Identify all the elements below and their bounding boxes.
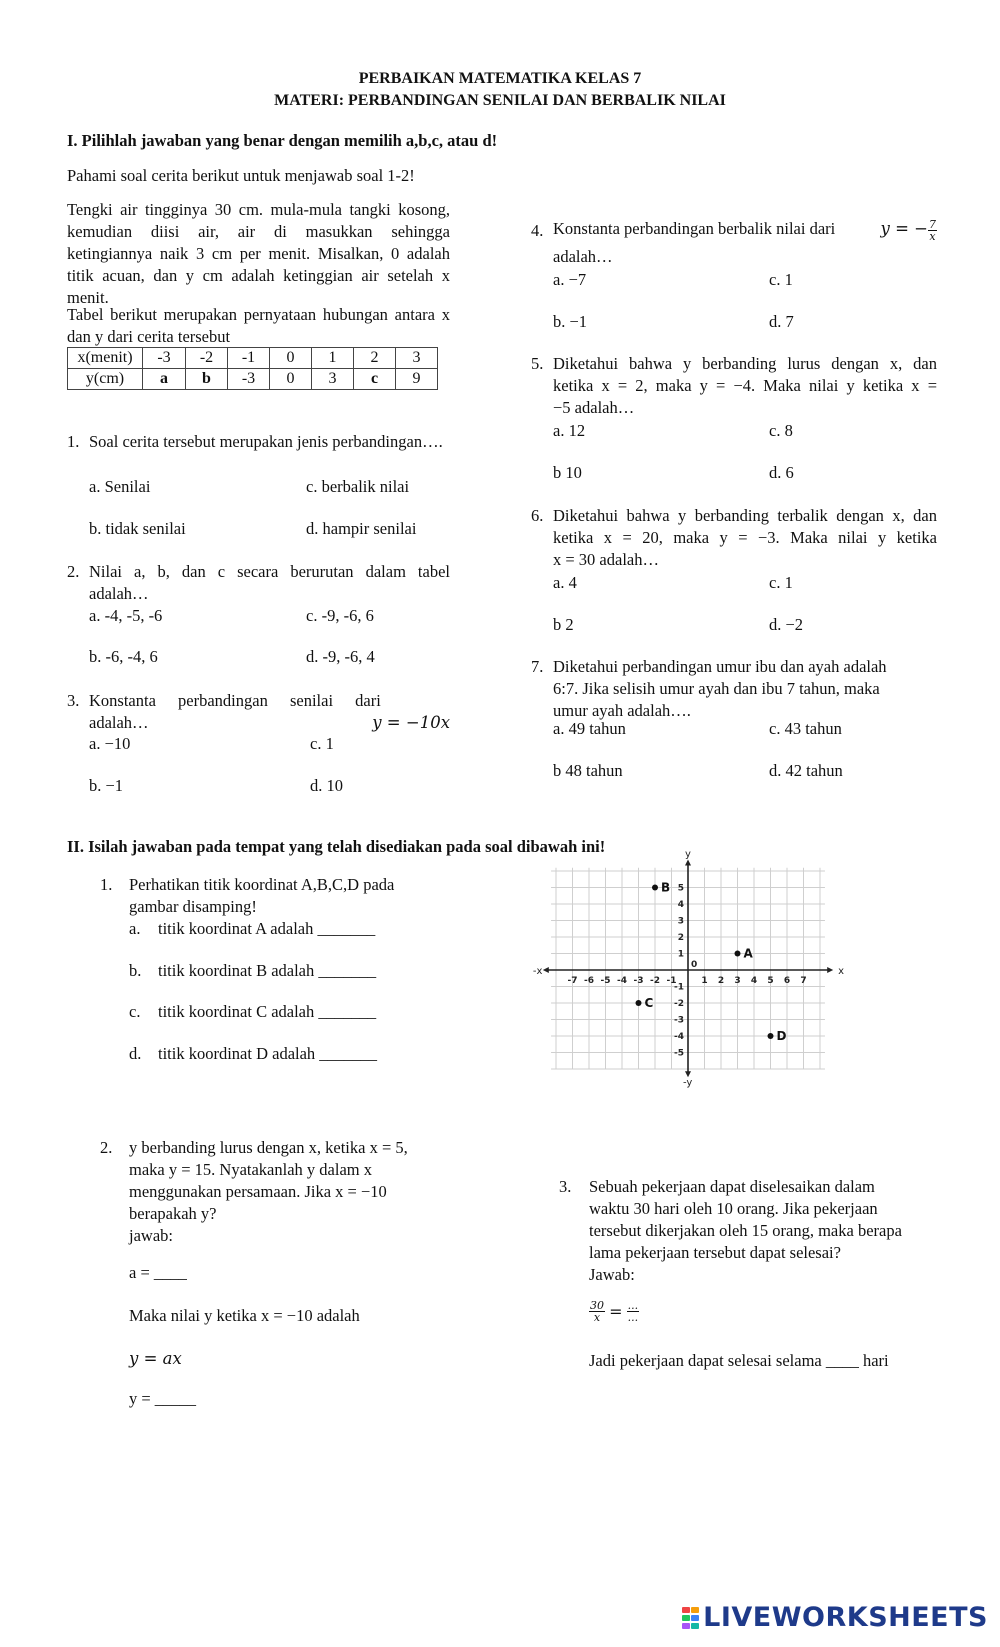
point-d <box>768 1033 774 1039</box>
table-row <box>68 369 438 390</box>
question-number: 6. <box>531 506 544 525</box>
option-c[interactable]: c. berbalik nilai <box>306 477 410 496</box>
question-number: 1. <box>100 875 113 894</box>
y-tick-label: 3 <box>677 916 684 927</box>
option-d[interactable]: d. 10 <box>310 776 343 795</box>
y-tick-label: -3 <box>674 1015 684 1026</box>
point-label-a: A <box>743 946 753 961</box>
table-row <box>68 348 438 369</box>
question-6-text: Diketahui bahwa y berbanding terbalik dengan x, dan ketika x = 20, maka y = −3. Maka nilai y ketika x = 30 adalah… <box>553 506 937 569</box>
sub-label: b. <box>129 961 142 980</box>
story-text: Tengki air tingginya 30 cm. mula-mula tangki kosong, kemudian diisi air, air di masukkan sehingga ketingiannya naik 3 cm per menit. Misalkan, 0 adalah titik acuan, dan y cm adalah ketinggian air setelah x menit. <box>67 200 450 307</box>
option-c[interactable]: c. -9, -6, 6 <box>306 606 374 625</box>
option-a[interactable]: a. -4, -5, -6 <box>89 606 163 625</box>
point-b <box>652 885 658 891</box>
sub-label: a. <box>129 919 141 938</box>
answer-statement: Maka nilai y ketika x = −10 adalah <box>129 1306 360 1325</box>
sub-label: d. <box>129 1044 142 1063</box>
question-number: 1. <box>67 432 80 451</box>
equation: y = ax <box>129 1349 182 1368</box>
point-c <box>636 1000 642 1006</box>
x-tick-label: 5 <box>767 976 774 986</box>
math-expression: y = − <box>880 219 928 238</box>
table-cell: 3 <box>312 369 354 390</box>
x-tick-label: 6 <box>783 976 791 986</box>
option-d[interactable]: d. 6 <box>769 463 794 482</box>
x-tick-label: 4 <box>750 976 758 986</box>
x-axis-arrow <box>827 967 833 973</box>
option-d[interactable]: d. hampir senilai <box>306 519 417 538</box>
option-d[interactable]: d. -9, -6, 4 <box>306 647 375 666</box>
neg-x-axis-label: -x <box>532 966 543 977</box>
page-title-line1: PERBAIKAN MATEMATIKA KELAS 7 <box>358 70 642 87</box>
math-expression: y = −10x <box>372 713 450 732</box>
option-c[interactable]: c. 1 <box>769 573 793 592</box>
answer-days-blank[interactable]: Jadi pekerjaan dapat selesai selama ____ hari <box>589 1351 889 1370</box>
option-c[interactable]: c. 1 <box>310 734 334 753</box>
x-tick-label: -2 <box>650 976 660 986</box>
section1-intro: Pahami soal cerita berikut untuk menjawab soal 1-2! <box>67 166 415 185</box>
question-number: 3. <box>67 691 80 710</box>
logo-icon <box>682 1607 700 1629</box>
y-tick-label: 1 <box>677 949 684 960</box>
fraction-equation[interactable]: $\frac{30}{x}$ = $\frac{...}{...}$ <box>590 1299 639 1324</box>
origin-label: 0 <box>691 960 698 970</box>
question-2-text: Nilai a, b, dan c secara berurutan dalam tabel adalah… <box>89 562 450 603</box>
option-b[interactable]: b 48 tahun <box>553 761 623 780</box>
table-cell: y(cm) <box>68 369 143 390</box>
table-cell: 1 <box>312 348 354 369</box>
section2-q2-text: y berbanding lurus dengan x, ketika x = 5, maka y = 15. Nyatakanlah y dalam x menggunakan persamaan. Jika x = −10 berapakah y? jawab: <box>129 1138 408 1245</box>
y-tick-label: -5 <box>674 1048 684 1059</box>
table-cell: 2 <box>354 348 396 369</box>
coordinate-graph <box>530 848 850 1094</box>
y-tick-label: 2 <box>677 933 684 943</box>
neg-y-axis-arrow <box>685 1071 691 1077</box>
neg-y-axis-label: -y <box>683 1077 693 1089</box>
option-a[interactable]: a. 12 <box>553 421 586 440</box>
answer-a-blank[interactable]: a = ____ <box>129 1263 187 1282</box>
question-3-text2: adalah… <box>89 713 149 732</box>
question-number: 4. <box>531 221 544 240</box>
table-cell: x(menit) <box>68 348 143 369</box>
question-5-text: Diketahui bahwa y berbanding lurus dengan x, dan ketika x = 2, maka y = −4. Maka nilai y ketika x = −5 adalah… <box>553 354 937 417</box>
table-cell: 0 <box>270 369 312 390</box>
table-cell: -3 <box>143 348 186 369</box>
option-b[interactable]: b 10 <box>553 463 582 482</box>
option-a[interactable]: a. Senilai <box>89 477 151 496</box>
section2-heading: II. Isilah jawaban pada tempat yang telah disediakan pada soal dibawah ini! <box>67 837 606 856</box>
answer-a-prompt[interactable]: titik koordinat A adalah _______ <box>158 919 376 938</box>
point-label-d: D <box>776 1029 787 1043</box>
option-c[interactable]: c. 1 <box>769 270 793 289</box>
table-cell: -2 <box>186 348 228 369</box>
option-b[interactable]: b. -6, -4, 6 <box>89 647 158 666</box>
x-tick-label: 1 <box>701 976 708 986</box>
y-tick-label: 4 <box>677 900 684 910</box>
section1-heading: I. Pilihlah jawaban yang benar dengan memilih a,b,c, atau d! <box>67 131 498 150</box>
question-text: Soal cerita tersebut merupakan jenis perbandingan…. <box>89 432 443 451</box>
answer-b-prompt[interactable]: titik koordinat B adalah _______ <box>158 961 377 980</box>
liveworksheets-logo: LIVEWORKSHEETS <box>682 1602 988 1633</box>
option-b[interactable]: b. −1 <box>553 312 588 331</box>
y-axis-arrow <box>685 859 691 865</box>
y-axis-label: y <box>685 848 691 860</box>
question-4-text: Konstanta perbandingan berbalik nilai dari y = − $\frac{7}{x}$ <box>553 217 936 243</box>
option-d[interactable]: d. −2 <box>769 615 804 634</box>
option-a[interactable]: a. 4 <box>553 573 577 592</box>
option-a[interactable]: a. −7 <box>553 270 587 289</box>
option-a[interactable]: a. −10 <box>89 734 131 753</box>
x-tick-label: -7 <box>567 976 578 986</box>
y-tick-label: 5 <box>677 883 684 894</box>
table-cell: a <box>143 369 186 390</box>
point-label-b: B <box>661 880 671 895</box>
point-a <box>735 951 741 957</box>
point-label-c: C <box>644 996 654 1010</box>
xy-table <box>67 347 438 390</box>
x-tick-label: 7 <box>800 976 807 986</box>
page-title-line2: MATERI: PERBANDINGAN SENILAI DAN BERBALIK NILAI <box>274 92 726 109</box>
option-a[interactable]: a. 49 tahun <box>553 719 626 738</box>
x-tick-label: -4 <box>617 976 627 986</box>
question-number: 2. <box>100 1138 113 1157</box>
y-tick-label: -4 <box>674 1032 684 1042</box>
sub-label: c. <box>129 1002 141 1021</box>
table-cell: -1 <box>228 348 270 369</box>
option-b[interactable]: b 2 <box>553 615 574 634</box>
table-cell: b <box>186 369 228 390</box>
question-3-text: Konstanta perbandingan senilai dari y = −10x <box>89 691 450 732</box>
answer-d-prompt[interactable]: titik koordinat D adalah _______ <box>158 1044 378 1063</box>
table-cell: c <box>354 369 396 390</box>
question-4-text2: adalah… <box>553 247 613 266</box>
table-intro: Tabel berikut merupakan pernyataan hubungan antara x dan y dari cerita tersebut <box>67 305 450 346</box>
x-tick-label: -3 <box>633 976 644 986</box>
x-tick-label: -5 <box>600 976 611 986</box>
x-tick-label: 3 <box>734 976 741 986</box>
x-tick-label: -1 <box>666 976 677 986</box>
question-number: 5. <box>531 354 544 373</box>
y-tick-label: -2 <box>674 999 684 1009</box>
option-d[interactable]: d. 42 tahun <box>769 761 843 780</box>
y-tick-label: -1 <box>674 982 684 993</box>
x-tick-label: -6 <box>584 976 594 986</box>
option-c[interactable]: c. 43 tahun <box>769 719 842 738</box>
x-tick-label: 2 <box>717 976 725 986</box>
neg-x-axis-arrow <box>543 967 549 973</box>
table-cell: 0 <box>270 348 312 369</box>
question-number: 3. <box>559 1177 572 1196</box>
answer-c-prompt[interactable]: titik koordinat C adalah _______ <box>158 1002 377 1021</box>
table-cell: -3 <box>228 369 270 390</box>
table-cell: 3 <box>396 348 438 369</box>
option-d[interactable]: d. 7 <box>769 312 794 331</box>
table-cell: 9 <box>396 369 438 390</box>
question-number: 7. <box>531 657 544 676</box>
option-b[interactable]: b. tidak senilai <box>89 519 186 538</box>
x-axis-label: x <box>838 966 845 977</box>
section2-q3-text: Sebuah pekerjaan dapat diselesaikan dalam waktu 30 hari oleh 10 orang. Jika pekerjaan tersebut dikerjakan oleh 15 orang, maka berapa lama pekerjaan tersebut dapat selesai? Jawab: <box>589 1177 902 1284</box>
option-b[interactable]: b. −1 <box>89 776 124 795</box>
question-7-text: Diketahui perbandingan umur ibu dan ayah adalah 6:7. Jika selisih umur ayah dan ibu 7 tahun, maka umur ayah adalah…. <box>553 657 887 720</box>
option-c[interactable]: c. 8 <box>769 421 793 440</box>
section2-q1-text: Perhatikan titik koordinat A,B,C,D pada gambar disamping! <box>129 875 395 916</box>
question-number: 2. <box>67 562 80 581</box>
answer-y-blank[interactable]: y = _____ <box>129 1389 197 1408</box>
